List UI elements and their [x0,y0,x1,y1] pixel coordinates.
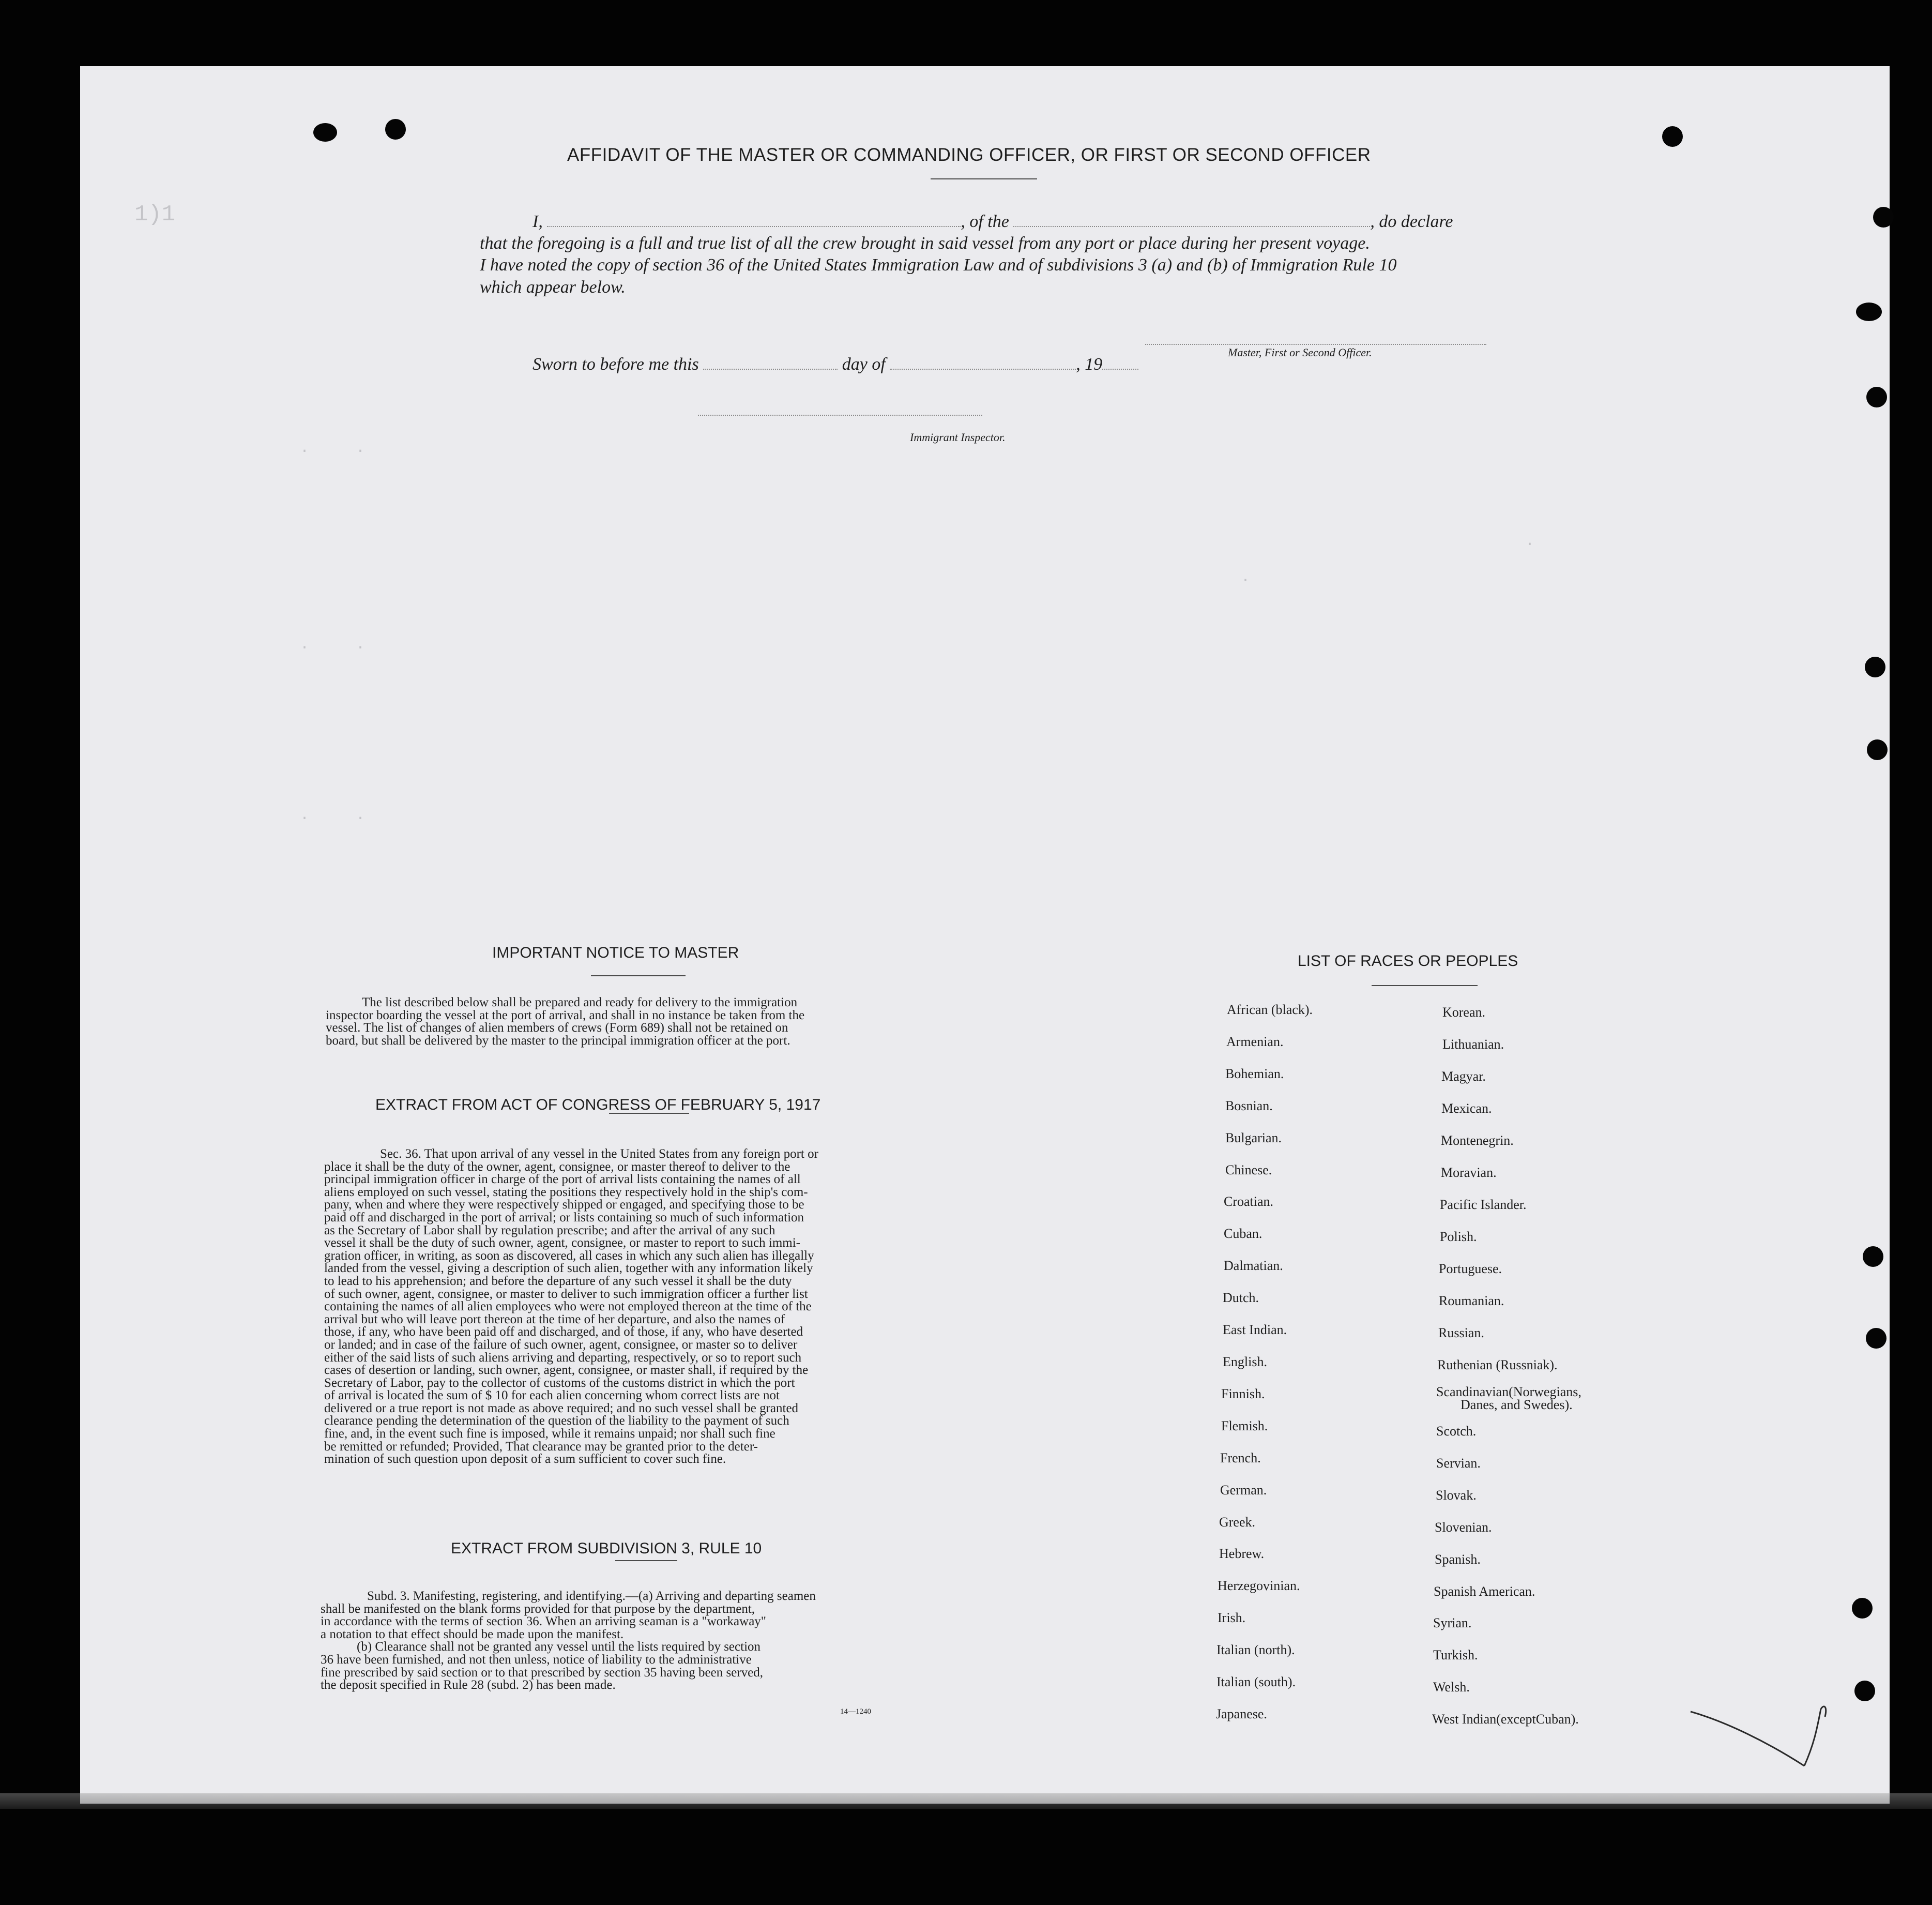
act-underline [609,1113,689,1114]
race-item: Flemish. [1221,1418,1268,1433]
race-item: Irish. [1218,1610,1246,1625]
act-line: gration officer, in writing, as soon as discovered, all cases in which any such alien has illegally [324,1248,814,1263]
rule-line: a notation to that effect should be made upon the manifest. [321,1627,624,1641]
rule-line: 36 have been furnished, and not then unless, notice of liability to the administrative [321,1652,752,1667]
bleed-through-mark: . . [300,636,366,654]
punch-hole [313,123,337,142]
race-item: Chinese. [1225,1162,1272,1177]
race-item: Italian (north). [1216,1642,1295,1657]
act-line: clearance pending the determination of the question of the liability to the payment of such [324,1414,789,1428]
act-line: Sec. 36. That upon arrival of any vessel in the United States from any foreign port or [380,1147,818,1161]
race-item: Korean. [1442,1005,1486,1020]
affidavit-line-2: that the foregoing is a full and true list of all the crew brought in said vessel from any port or place during her present voyage. [480,234,1370,253]
race-item: Mexican. [1441,1101,1492,1116]
affidavit-title: AFFIDAVIT OF THE MASTER OR COMMANDING OFFICER, OR FIRST OR SECOND OFFICER [567,145,1371,165]
race-item: German. [1220,1483,1267,1498]
affidavit-declaration-line [533,212,1453,232]
notice-line: The list described below shall be prepared and ready for delivery to the immigration [362,995,798,1009]
act-line: Secretary of Labor, pay to the collector of customs of the customs district in which the port [324,1375,795,1390]
act-heading: EXTRACT FROM ACT OF CONGRESS OF FEBRUARY 5, 1917 [375,1096,821,1113]
year-label: , 19 [1076,355,1103,374]
rule-line: in accordance with the terms of section 36. When an arriving seaman is a "workaway" [321,1614,767,1629]
race-item: Moravian. [1441,1165,1497,1180]
race-item: Roumanian. [1439,1293,1504,1308]
bleed-through-mark: . . [300,807,366,824]
sworn-day-field[interactable] [703,369,838,370]
race-item: Spanish American. [1434,1584,1535,1599]
act-line: principal immigration officer in charge of the port of arrival lists containing the names of all [324,1172,801,1187]
race-item: Herzegovinian. [1218,1578,1300,1593]
title-underline [931,178,1037,179]
rule-line: the deposit specified in Rule 28 (subd. 2) has been made. [321,1678,616,1692]
rule-line: (b) Clearance shall not be granted any vessel until the lists required by section [357,1640,761,1654]
race-item: Dalmatian. [1224,1258,1283,1273]
vessel-label: , of the [961,212,1009,231]
master-signature-caption: Master, First or Second Officer. [1228,346,1372,359]
act-text [324,1148,939,1466]
race-item: English. [1223,1354,1267,1369]
sworn-month-field[interactable] [890,369,1076,370]
punch-hole [1662,126,1683,147]
race-item: African (black). [1227,1002,1313,1017]
punch-hole [1867,739,1888,760]
race-item: Armenian. [1226,1034,1284,1049]
act-line: fine, and, in the event such fine is imposed, while it remains unpaid; nor shall such fine [324,1427,775,1441]
document-sheet [80,66,1890,1804]
punch-hole [1865,657,1885,677]
race-item: Japanese. [1216,1706,1267,1721]
act-line: be remitted or refunded; Provided, That clearance may be granted prior to the deter- [324,1439,758,1454]
notice-line: board, but shall be delivered by the master to the principal immigration officer at the port. [326,1033,790,1048]
declarant-label: I, [533,212,543,231]
act-line: or landed; and in case of the failure of such owner, agent, consignee, or master so to deliver [324,1337,798,1352]
punch-hole [385,119,406,140]
race-item: Hebrew. [1219,1546,1265,1561]
race-item: Servian. [1436,1456,1481,1471]
act-line: pany, when and where they were respectively shipped or engaged, and specifying those to be [324,1198,804,1212]
act-line: cases of desertion or landing, such owner, agent, consignee, or master shall, if required by the [324,1363,809,1378]
act-line: paid off and discharged in the port of arrival; or lists containing so much of such information [324,1210,804,1224]
race-item: Portuguese. [1439,1261,1502,1276]
scanner-edge [0,1793,1932,1809]
race-item: Bulgarian. [1225,1130,1282,1145]
handwritten-pen-mark [1685,1696,1840,1774]
race-item: Ruthenian (Russniak). [1437,1357,1558,1372]
race-item: Bohemian. [1225,1066,1284,1081]
punch-hole [1873,207,1894,228]
affidavit-line-4: which appear below. [480,278,626,297]
race-item: Montenegrin. [1441,1133,1514,1148]
act-line: delivered or a true report is not made as above required; and no such vessel shall be granted [324,1401,799,1415]
act-line: aliens employed on such vessel, stating the positions they respectively hold in the ship's com- [324,1185,808,1199]
inspector-signature-line[interactable] [698,415,982,416]
race-item: Finnish. [1221,1386,1265,1401]
act-line: landed from the vessel, giving a description of such alien, together with any information likely [324,1261,813,1276]
bleed-through-mark: 1)1 [134,202,176,228]
race-item: Slovak. [1436,1488,1477,1503]
act-line: as the Secretary of Labor shall by regulation prescribe; and after the arrival of any such [324,1223,775,1237]
act-line: arrival but who will leave port thereon at the time of her departure, and also the names of [324,1312,785,1326]
punch-hole [1863,1246,1883,1267]
affidavit-line-3: I have noted the copy of section 36 of the United States Immigration Law and of subdivisions 3 (a) and (b) of Immigration Rule 10 [480,255,1397,275]
race-item: Scandinavian(Norwegians, [1436,1384,1581,1399]
notice-heading: IMPORTANT NOTICE TO MASTER [492,944,739,961]
race-item: Scotch. [1436,1424,1477,1439]
act-line: to lead to his apprehension; and before the departure of any such vessel it shall be the duty [324,1274,792,1288]
sworn-year-field[interactable] [1102,369,1138,370]
punch-hole [1852,1598,1873,1619]
rule-line: fine prescribed by said section or to that prescribed by section 35 having been served, [321,1665,763,1680]
race-item: Magyar. [1441,1069,1486,1084]
race-item: Polish. [1440,1229,1477,1244]
sworn-label: Sworn to before me this [533,355,699,374]
race-item: Russian. [1438,1325,1484,1340]
declarant-name-field[interactable] [547,226,961,227]
race-item: Lithuanian. [1442,1037,1504,1052]
bleed-through-mark: . [1525,533,1535,550]
race-item: Spanish. [1435,1552,1481,1567]
races-heading: LIST OF RACES OR PEOPLES [1298,952,1518,970]
form-number: 14—1240 [840,1707,871,1716]
punch-hole [1866,387,1887,407]
rule-text [321,1590,931,1692]
race-item: Pacific Islander. [1440,1197,1527,1212]
notice-line: vessel. The list of changes of alien members of crews (Form 689) shall not be retained on [326,1021,788,1035]
race-item: French. [1220,1450,1261,1465]
race-item: Greek. [1219,1515,1256,1530]
act-line: containing the names of all alien employees who were not employed thereon at the time of the [324,1299,812,1314]
punch-hole [1866,1328,1887,1349]
inspector-signature-caption: Immigrant Inspector. [910,431,1006,444]
master-signature-line[interactable] [1145,344,1486,345]
race-item: Welsh. [1433,1680,1470,1695]
act-line: place it shall be the duty of the owner, agent, consignee, or master thereof to deliver to the [324,1159,790,1174]
race-item: East Indian. [1223,1322,1287,1337]
rule-line: shall be manifested on the blank forms provided for that purpose by the department, [321,1601,755,1616]
race-item: Dutch. [1223,1290,1259,1305]
race-item: Syrian. [1433,1615,1472,1630]
notice-text [326,996,941,1047]
race-item: Slovenian. [1435,1520,1492,1535]
act-line: vessel it shall be the duty of such owner, agent, consignee, or master to report to such immi- [324,1236,800,1250]
rule-heading: EXTRACT FROM SUBDIVISION 3, RULE 10 [451,1540,762,1557]
act-line: of arrival is located the sum of $ 10 for each alien concerning whom correct lists are not [324,1388,780,1403]
bleed-through-mark: . [1241,569,1251,586]
bleed-through-mark: . . [300,440,366,457]
races-underline [1372,985,1478,986]
rule-underline [615,1560,677,1561]
vessel-name-field[interactable] [1013,226,1370,227]
sworn-line [533,355,1138,374]
race-item: West Indian(exceptCuban). [1432,1712,1579,1727]
act-line: mination of such question upon deposit of a sum sufficient to cover such fine. [324,1452,726,1466]
race-item: Turkish. [1433,1647,1478,1662]
act-line: either of the said lists of such aliens arriving and departing, respectively, or so to report such [324,1350,802,1365]
race-item: Danes, and Swedes). [1461,1397,1573,1412]
race-item: Bosnian. [1225,1098,1273,1113]
punch-hole [1854,1681,1875,1701]
race-item: Italian (south). [1216,1674,1296,1689]
notice-underline [591,975,686,976]
punch-hole [1856,303,1882,321]
declare-label: , do declare [1370,212,1453,231]
act-line: of such owner, agent, consignee, or master to deliver to such immigration officer a further list [324,1287,808,1301]
notice-line: inspector boarding the vessel at the port of arrival, and shall in no instance be taken from the [326,1008,805,1022]
act-line: those, if any, who have been paid off and discharged, and of those, if any, who have deserted [324,1325,803,1339]
race-item: Croatian. [1224,1194,1274,1209]
race-item: Cuban. [1224,1226,1262,1241]
rule-line: Subd. 3. Manifesting, registering, and identifying.—(a) Arriving and departing seamen [367,1589,816,1603]
day-of-label: day of [842,355,886,374]
